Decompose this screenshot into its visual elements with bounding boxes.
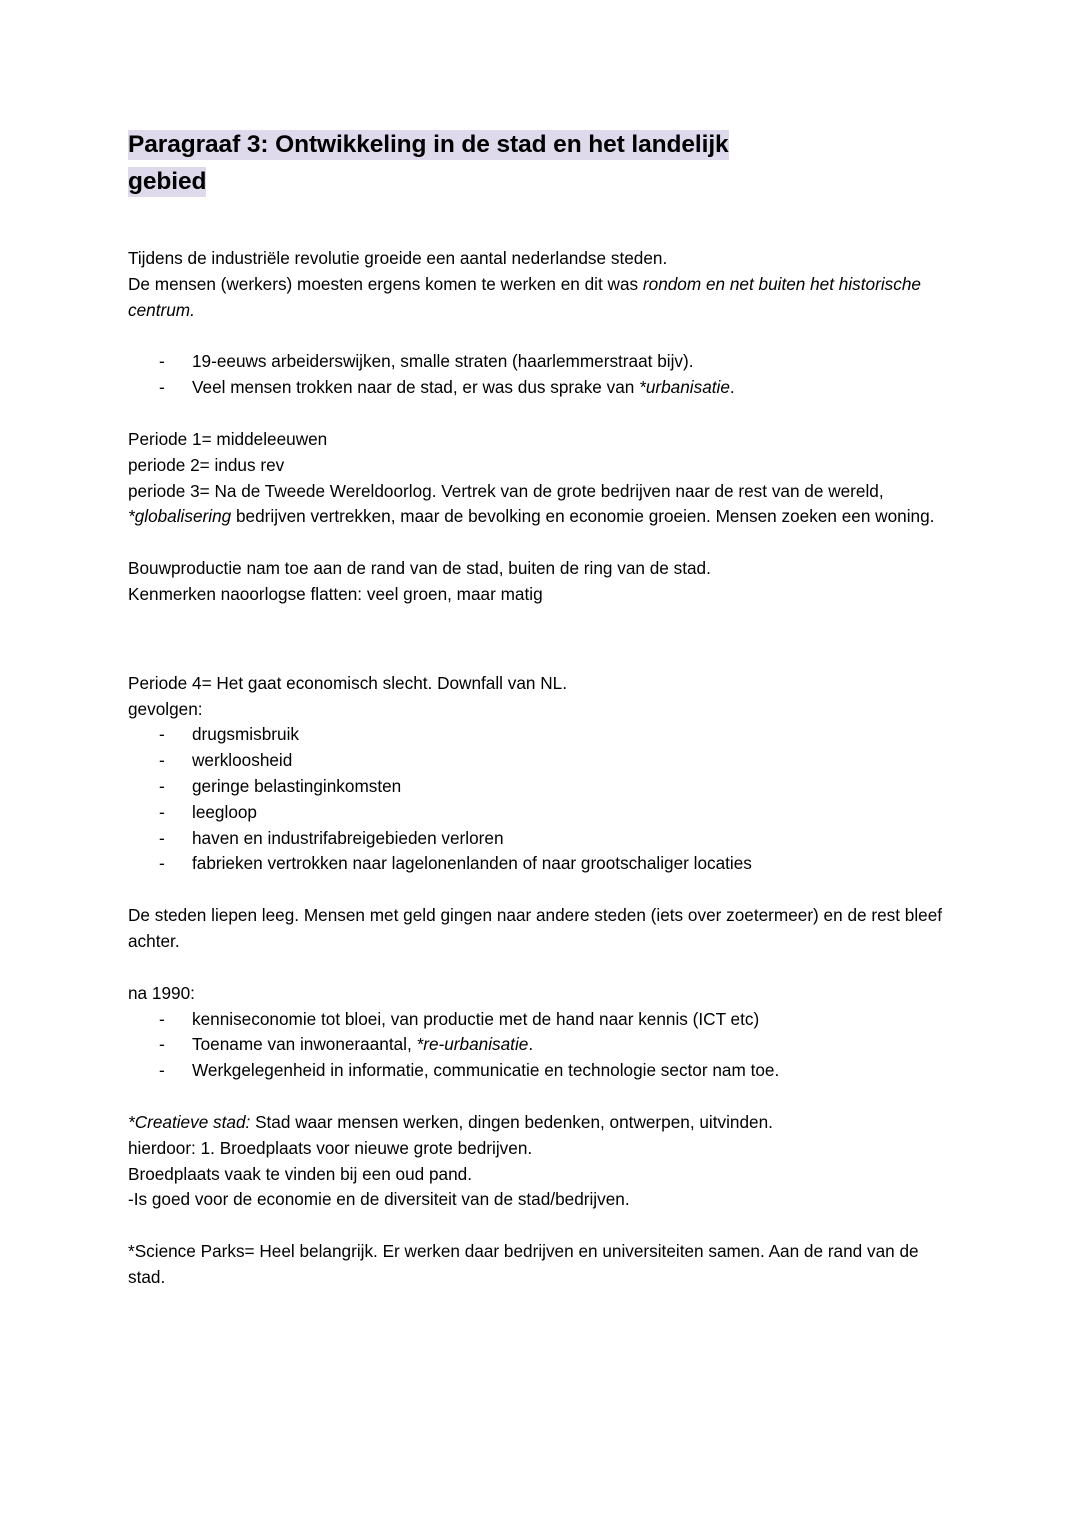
page-title [128,126,858,200]
list-item-label: kenniseconomie tot bloei, van productie met de hand naar kennis (ICT etc) [192,1008,760,1029]
dash-bullet-icon: - [159,853,165,874]
spacer-before-industrial-list [128,323,950,349]
spacer-before-science-parks [128,1213,950,1239]
after-1990-label: na 1990: [128,982,195,1003]
dash-bullet-icon: - [159,801,165,822]
spacer-before-emptying [128,877,950,903]
spacer-before-construction [128,530,950,556]
list-item-label: drugsmisbruik [192,724,299,745]
period-1-line: Periode 1= middeleeuwen [128,428,328,449]
creative-city-term: *Creatieve stad: [128,1111,251,1132]
intro-line-2-plain: De mensen (werkers) moesten ergens komen te werken en dit was [128,273,643,294]
construction-line-2: Kenmerken naoorlogse flatten: veel groen, maar matig [128,583,543,604]
list-item [128,748,950,774]
dash-bullet-icon: - [159,377,165,398]
period-3-line [128,479,950,531]
creative-city-line-2: hierdoor: 1. Broedplaats voor nieuwe grote bedrijven. [128,1137,533,1158]
period-4-line-1: Periode 4= Het gaat economisch slecht. Downfall van NL. [128,672,567,693]
intro-line-2-italic: rondom en net buiten het historische centrum. [128,273,921,320]
dash-bullet-icon: - [159,351,165,372]
intro-line-1: Tijdens de industriële revolutie groeide een aantal nederlandse steden. [128,248,668,268]
creative-city-block [128,1110,950,1213]
page-title-line-2: gebied [128,168,207,195]
list-item-label: leegloop [192,801,257,822]
periods-block [128,427,950,530]
science-parks-block [128,1239,950,1291]
creative-city-line-3: Broedplaats vaak te vinden bij een oud pand. [128,1163,473,1184]
dash-bullet-icon: - [159,724,165,745]
creative-city-line-1 [128,1110,950,1136]
list-item-label: haven en industrifabreigebieden verloren [192,827,504,848]
dash-bullet-icon: - [159,827,165,848]
list-consequences [128,722,950,877]
list-item [128,722,950,748]
list-item-label: fabrieken vertrokken naar lagelonenlanden of naar grootschaliger locaties [192,853,752,874]
emptying-block [128,903,950,955]
list-item-label-before: Veel mensen trokken naar de stad, er was dus sprake van [192,377,640,398]
spacer-before-after-1990 [128,955,950,981]
list-item-label-italic: *urbanisatie [639,377,730,398]
list-after-1990 [128,1007,950,1084]
list-item [128,375,950,401]
list-item [128,851,950,877]
period-3-after: bedrijven vertrekken, maar de bevolking en economie groeien. Mensen zoeken een woning. [231,506,935,527]
list-item [128,1007,950,1033]
spacer-before-creative-city [128,1084,950,1110]
construction-block [128,556,950,608]
list-item-label-before: Toename van inwoneraantal, [192,1034,417,1055]
page-title-line-1: Paragraaf 3: Ontwikkeling in de stad en het landelijk [128,131,729,158]
construction-line-1: Bouwproductie nam toe aan de rand van de stad, buiten de ring van de stad. [128,558,711,579]
intro-block [128,246,950,323]
list-item [128,800,950,826]
list-item [128,774,950,800]
period-2-line: periode 2= indus rev [128,454,285,475]
list-industrial [128,349,950,401]
period-3-italic: *globalisering [128,506,232,527]
list-item [128,1032,950,1058]
science-parks-text: *Science Parks= Heel belangrijk. Er werken daar bedrijven en universiteiten samen. Aan de rand van de stad. [128,1241,919,1287]
list-item-label: Werkgelegenheid in informatie, communicatie en technologie sector nam toe. [192,1060,780,1081]
dash-bullet-icon: - [159,750,165,771]
dash-bullet-icon: - [159,775,165,796]
dash-bullet-icon: - [159,1060,165,1081]
creative-city-line-4: -Is goed voor de economie en de diversiteit van de stad/bedrijven. [128,1189,630,1210]
dash-bullet-icon: - [159,1034,165,1055]
period-3-before: periode 3= Na de Tweede Wereldoorlog. Vertrek van de grote bedrijven naar de rest van de wereld, [128,480,884,501]
list-item-label: werkloosheid [192,750,293,771]
after-1990-block [128,981,950,1007]
dash-bullet-icon: - [159,1008,165,1029]
list-item-label-after: . [528,1034,534,1055]
spacer-after-heading [128,200,950,246]
list-item-label-after: . [729,377,735,398]
emptying-text: De steden liepen leeg. Mensen met geld gingen naar andere steden (iets over zoetermeer) en de rest bleef achter. [128,905,943,951]
list-item [128,826,950,852]
list-item [128,349,950,375]
intro-line-2 [128,272,950,324]
list-item [128,1058,950,1084]
period-4-line-2: gevolgen: [128,698,203,719]
list-item-label-italic: *re-urbanisatie [416,1034,529,1055]
spacer-before-period-4 [128,608,950,671]
list-item-label: 19-eeuws arbeiderswijken, smalle straten (haarlemmerstraat bijv). [192,351,694,372]
list-item-label: geringe belastinginkomsten [192,775,402,796]
spacer-before-periods [128,401,950,427]
period-4-block [128,671,950,723]
creative-city-definition: Stad waar mensen werken, dingen bedenken, ontwerpen, uitvinden. [250,1111,773,1132]
